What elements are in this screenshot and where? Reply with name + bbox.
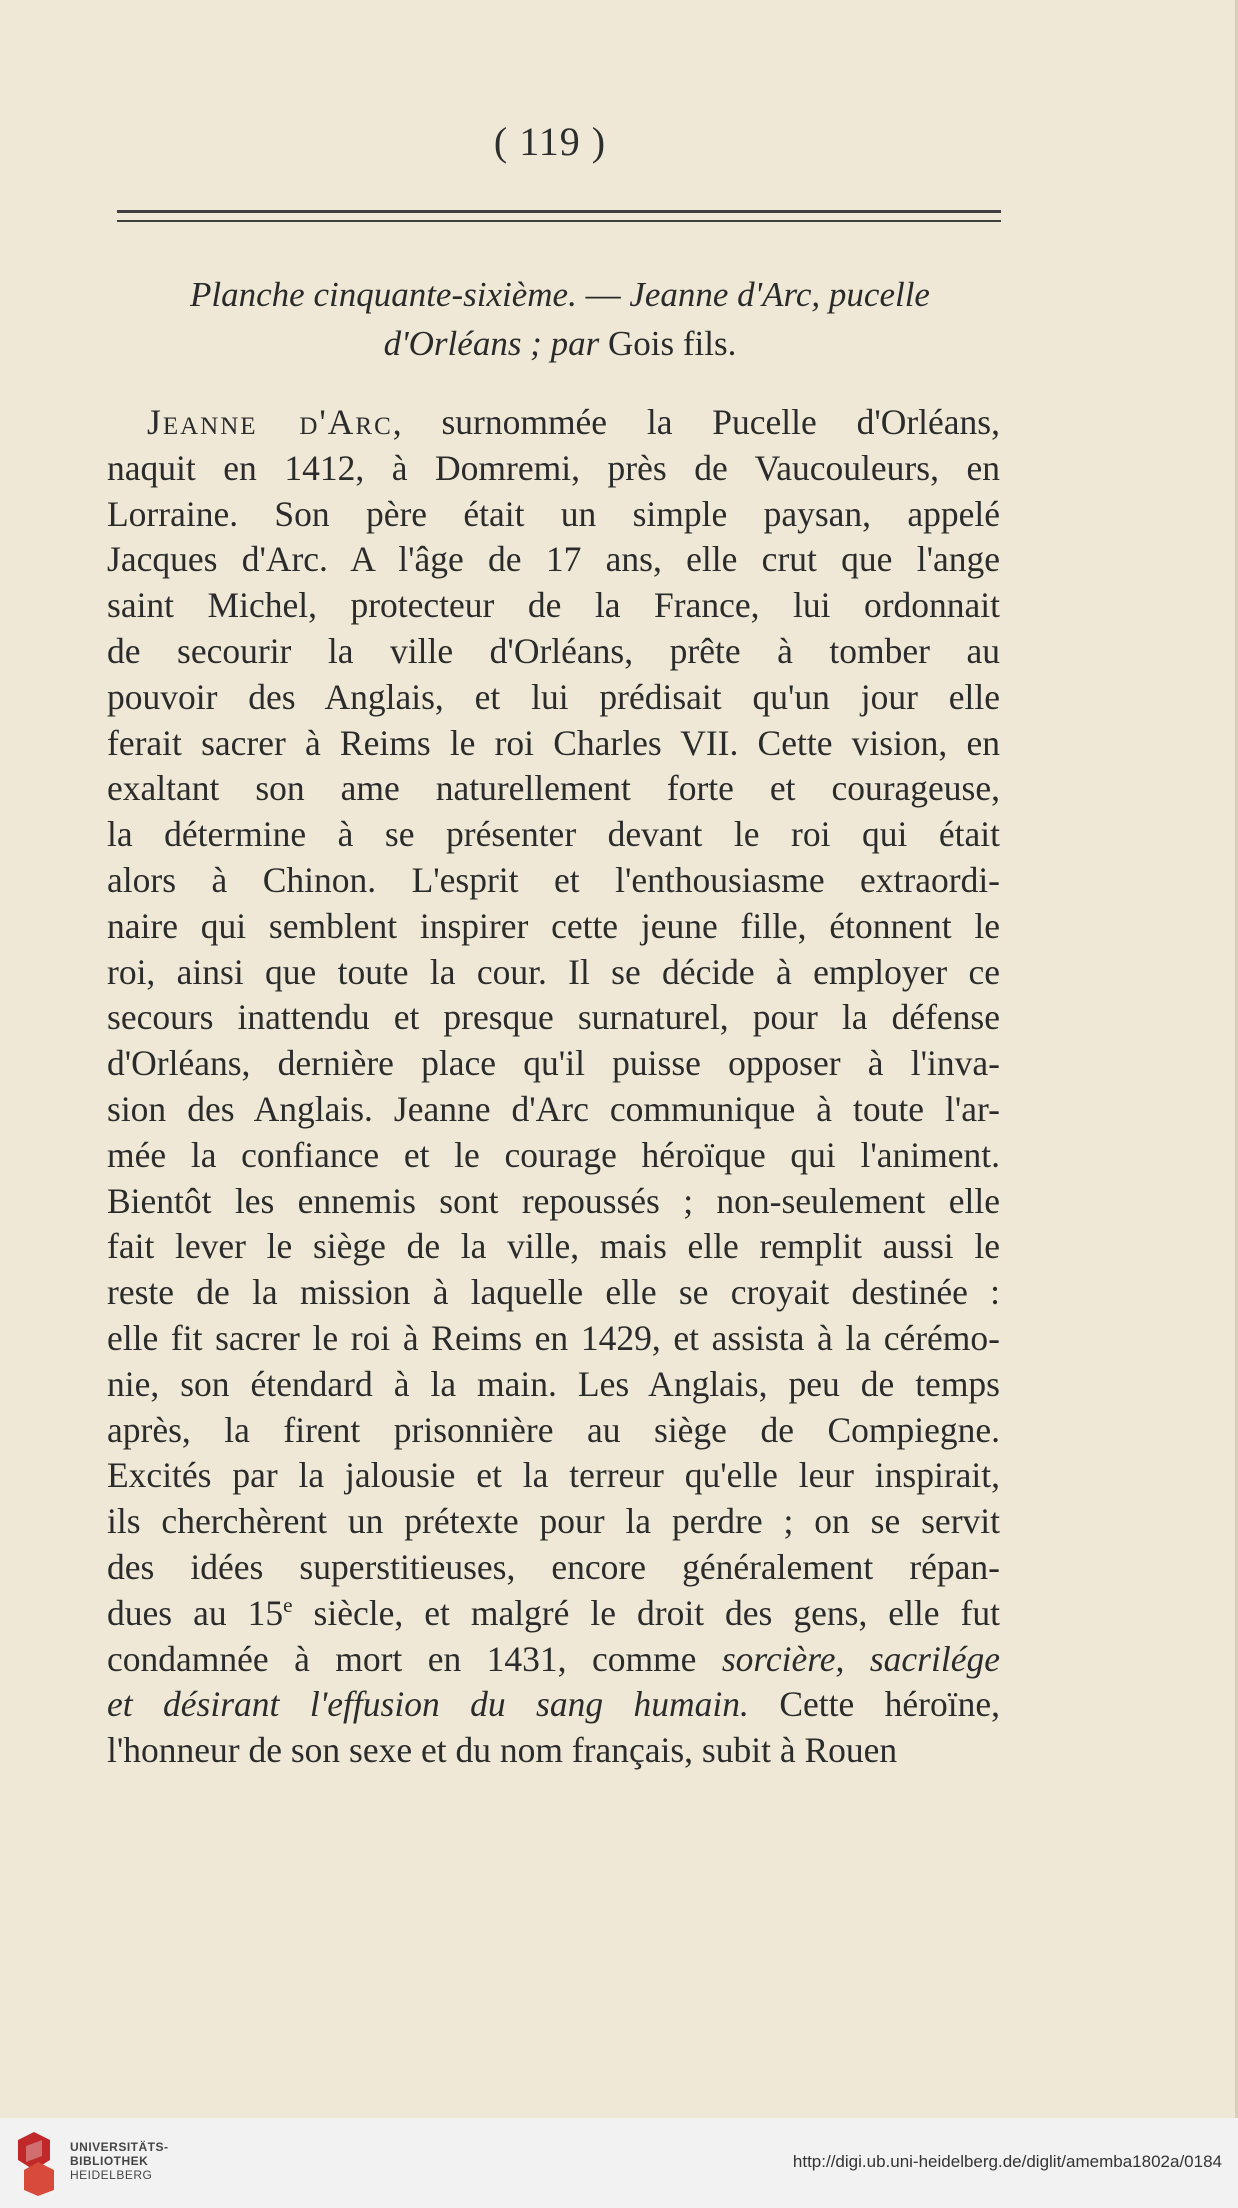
body-line-text: Jacques d'Arc. A l'âge de 17 ans, elle crut que l'ange [107,539,1000,580]
body-line [107,537,1000,583]
plate-subject-cont: d'Orléans ; [383,324,542,363]
body-line [107,1591,1000,1637]
body-line-text: sion des Anglais. Jeanne d'Arc communique à toute l'ar- [107,1088,1000,1129]
library-name-line-1: UNIVERSITÄTS- [70,2140,169,2154]
library-name [70,2140,169,2182]
plate-heading-line-1 [110,270,1010,319]
body-line-text: Cette héroïne, [748,1684,1000,1725]
body-line [107,492,1000,538]
plate-subject: Jeanne d'Arc, pucelle [629,275,930,314]
body-line-text: naire qui semblent inspirer cette jeune fille, étonnent le [107,905,1000,946]
body-line [107,812,1000,858]
body-line-text: ferait sacrer à Reims le roi Charles VII. Cette vision, en [107,722,1000,763]
body-line-text: nie, son étendard à la main. Les Anglais, peu de temps [107,1363,1000,1404]
library-logo-icon [14,2130,58,2196]
body-line [107,1041,1000,1087]
body-line [107,1224,1000,1270]
body-line [107,904,1000,950]
body-line [107,1087,1000,1133]
body-line [107,583,1000,629]
body-line-text: dues au 15 [107,1592,284,1633]
body-line-text: exaltant son ame naturellement forte et courageuse, [107,768,1000,809]
body-line [107,950,1000,996]
superscript: e [283,1592,293,1617]
body-line-text: pouvoir des Anglais, et lui prédisait qu'un jour elle [107,676,1000,717]
header-rule-top [117,210,1001,213]
body-line-text: mée la confiance et le courage héroïque qui l'animent. [107,1134,1000,1175]
library-name-line-2: BIBLIOTHEK [70,2154,149,2168]
plate-by: par [541,324,608,363]
viewer-footer [0,2118,1238,2208]
body-line [107,1728,1000,1774]
page-number: ( 119 ) [493,119,607,164]
body-line-text: des idées superstitieuses, encore généralement répan- [107,1546,1000,1587]
plate-dash: — [576,275,630,314]
body-line [107,1133,1000,1179]
body-line [107,766,1000,812]
body-line-text: reste de la mission à laquelle elle se croyait destinée : [107,1272,1000,1313]
body-line [107,675,1000,721]
body-line-text: , surnommée la Pucelle d'Orléans, [392,402,1000,442]
subject-name: Jeanne d'Arc [147,402,393,442]
body-line [107,1316,1000,1362]
plate-heading-line-2 [110,319,1010,368]
body-line-text: condamnée à mort en 1431, comme [107,1638,722,1679]
body-line [107,721,1000,767]
body-line-text: saint Michel, protecteur de la France, lui ordonnait [107,585,1000,626]
body-line-text: de secourir la ville d'Orléans, prête à tomber au [107,630,1000,671]
body-line-text: Lorraine. Son père était un simple paysan, appelé [107,493,1000,534]
body-line-text: après, la firent prisonnière au siège de Compiegne. [107,1409,1000,1450]
body-line-text: Bientôt les ennemis sont repoussés ; non-seulement elle [107,1180,1000,1221]
body-line-text: ils cherchèrent un prétexte pour la perdre ; on se servit [107,1501,1000,1542]
italic-phrase: et désirant l'effusion du sang humain. [107,1684,749,1725]
body-line [107,1499,1000,1545]
body-line-text: elle fit sacrer le roi à Reims en 1429, et assista à la cérémo- [107,1317,1000,1358]
body-line [107,629,1000,675]
body-line-text: secours inattendu et presque surnaturel, pour la défense [107,997,1000,1038]
body-line-text: naquit en 1412, à Domremi, près de Vaucouleurs, en [107,447,1000,488]
body-line [107,1637,1000,1683]
header-rule-bottom [117,220,1001,222]
body-line [107,1682,1000,1728]
italic-phrase: sorcière, sacrilége [721,1638,1000,1679]
body-line [107,1179,1000,1225]
body-line [107,1270,1000,1316]
plate-heading [110,270,1010,368]
body-line-text: siècle, et malgré le droit des gens, elle fut [292,1592,1000,1633]
body-line [107,1408,1000,1454]
body-line [107,1362,1000,1408]
plate-artist: Gois fils. [607,324,737,363]
body-paragraph [107,400,1000,1774]
body-line-text: la détermine à se présenter devant le roi qui était [107,814,1000,855]
page-url[interactable]: http://digi.ub.uni-heidelberg.de/diglit/amemba1802a/0184 [792,2152,1222,2171]
plate-title: Planche cinquante-sixième. [190,275,577,314]
body-line [107,400,1000,446]
body-line [107,1545,1000,1591]
body-line [107,446,1000,492]
body-line-text: roi, ainsi que toute la cour. Il se décide à employer ce [107,951,1000,992]
body-line [107,1453,1000,1499]
body-line-text: d'Orléans, dernière place qu'il puisse opposer à l'inva- [107,1043,1000,1084]
body-line-text: fait lever le siège de la ville, mais elle remplit aussi le [107,1226,1000,1267]
body-line [107,995,1000,1041]
body-line-text: l'honneur de son sexe et du nom français, subit à Rouen [107,1730,898,1771]
body-line-text: Excités par la jalousie et la terreur qu'elle leur inspirait, [107,1455,1000,1496]
body-line [107,858,1000,904]
library-name-line-3: HEIDELBERG [70,2168,153,2182]
body-line-text: alors à Chinon. L'esprit et l'enthousiasme extraordi- [107,859,1000,900]
